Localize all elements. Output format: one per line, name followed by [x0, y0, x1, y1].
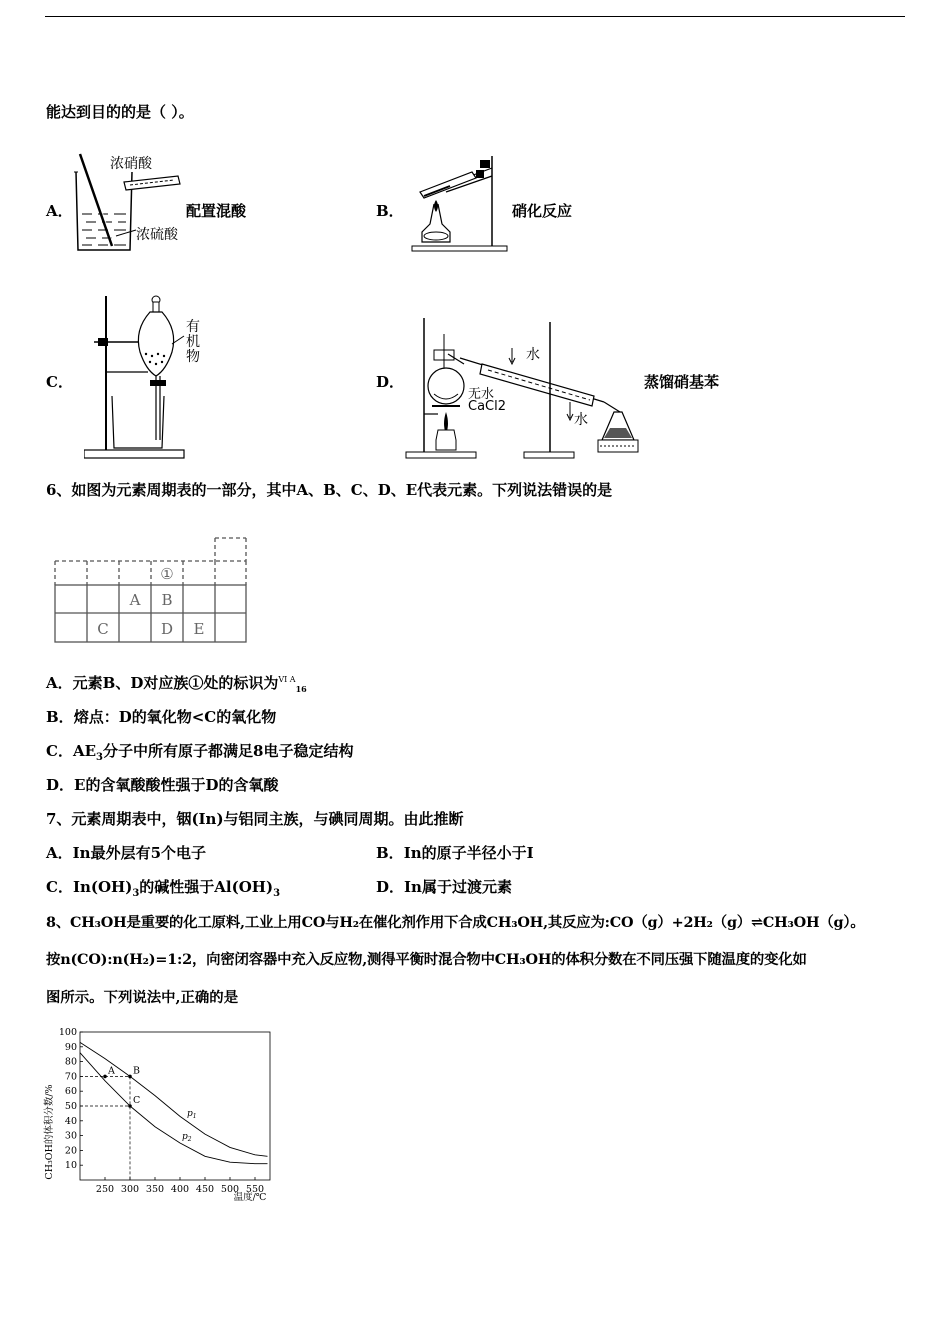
q5-option-b-caption: 硝化反应 — [512, 202, 573, 220]
q7-option-d[interactable] — [376, 876, 512, 897]
y-tick-label: 70 — [64, 1071, 77, 1083]
q7-c-sub: 3 — [132, 888, 140, 899]
periodic-table-fragment — [50, 534, 250, 646]
label-water-in: 水 — [526, 347, 540, 363]
pt-cell-D: D — [160, 620, 174, 638]
q6-d-letter: D． — [46, 776, 75, 794]
q6-d-text: E的含氧酸酸性强于D的含氧酸 — [74, 776, 279, 794]
nitration-figure — [400, 146, 520, 256]
series-label-p1: $p_1$ — [187, 1108, 197, 1120]
q6-option-c[interactable] — [46, 740, 353, 763]
point-label-B: B — [133, 1065, 140, 1077]
series-label-p2: $p_2$ — [182, 1132, 192, 1143]
y-tick-label: 100 — [58, 1027, 77, 1038]
q5-option-c-letter[interactable]: C． — [46, 373, 73, 391]
label-anhydrous: 无水 — [468, 387, 495, 402]
q5-option-b-letter[interactable]: B． — [376, 202, 404, 220]
q6-b-text: 熔点：D的氧化物<C的氧化物 — [73, 708, 277, 726]
q7-option-a[interactable] — [46, 842, 206, 863]
q7-b-letter: B． — [376, 844, 404, 862]
point-B — [128, 1075, 132, 1079]
q7-a-text: In最外层有5个电子 — [72, 844, 207, 862]
y-tick-label: 20 — [64, 1145, 77, 1157]
q6-a-letter: A． — [46, 674, 73, 692]
label-water-out: 水 — [574, 412, 588, 428]
label-sulfuric-acid: 浓硫酸 — [136, 227, 178, 243]
pt-cell-C: C — [97, 620, 109, 638]
separatory-funnel-figure — [84, 290, 194, 462]
y-tick-label: 60 — [64, 1086, 77, 1098]
x-tick-label: 250 — [95, 1184, 115, 1195]
pt-cell-A: A — [129, 591, 141, 609]
q7-d-text: In属于过渡元素 — [404, 878, 512, 896]
q6-stem: 6、如图为元素周期表的一部分，其中A、B、C、D、E代表元素。下列说法错误的是 — [46, 481, 613, 499]
x-axis-label: 温度/℃ — [233, 1192, 267, 1203]
point-label-C: C — [133, 1095, 141, 1106]
point-label-A: A — [108, 1065, 115, 1077]
q8-line-2: 按n(CO):n(H₂)=1:2，向密闭容器中充入反应物,测得平衡时混合物中CH₃OH的体积分数在不同压强下随温度的变化如 — [46, 951, 807, 968]
q7-option-c[interactable] — [46, 876, 280, 899]
q5-option-a-letter[interactable]: A． — [46, 202, 73, 220]
q7-a-letter: A． — [46, 844, 73, 862]
label-organic-3: 物 — [186, 349, 200, 365]
q6-option-d[interactable] — [46, 774, 278, 795]
x-tick-label: 400 — [170, 1184, 190, 1195]
q6-c-letter: C． — [46, 742, 73, 760]
y-tick-label: 90 — [64, 1041, 77, 1053]
q8-line-3: 图所示。下列说法中,正确的是 — [46, 989, 239, 1006]
pt-mark-1: ① — [160, 565, 174, 583]
methanol-chart — [40, 1024, 280, 1214]
q6-b-letter: B． — [46, 708, 74, 726]
x-tick-label: 450 — [195, 1184, 215, 1195]
label-organic-matter — [186, 320, 200, 365]
q7-option-b[interactable] — [376, 842, 534, 863]
point-A — [103, 1075, 107, 1079]
q5-option-d-caption: 蒸馏硝基苯 — [644, 373, 720, 391]
x-tick-label: 500 — [220, 1184, 240, 1195]
q8-line-1: 8、CH₃OH是重要的化工原料,工业上用CO与H₂在催化剂作用下合成CH₃OH,其反应为:CO（g）+2H₂（g）⇌CH₃OH（g）。 — [46, 914, 865, 931]
q6-a-sub: 16 — [295, 684, 307, 694]
pt-cell-B: B — [161, 591, 173, 609]
y-axis-label: CH₃OH的体积分数/% — [44, 1084, 55, 1180]
q6-option-b[interactable] — [46, 706, 276, 727]
label-nitric-acid: 浓硝酸 — [110, 156, 152, 172]
q5-stem: 能达到目的的是（ ）。 — [46, 103, 194, 121]
x-tick-label: 350 — [145, 1184, 165, 1195]
y-tick-label: 10 — [64, 1160, 77, 1172]
label-organic-1: 有 — [186, 319, 200, 335]
y-tick-label: 80 — [64, 1056, 77, 1068]
q6-option-a[interactable] — [46, 672, 307, 694]
x-tick-label: 300 — [120, 1184, 140, 1195]
q5-option-a-caption: 配置混酸 — [186, 202, 247, 220]
pt-cell-E: E — [193, 620, 205, 638]
label-cacl2: CaCl2 — [468, 399, 507, 414]
q5-option-d-letter[interactable]: D． — [376, 373, 405, 391]
q7-c-sub2: 3 — [273, 888, 281, 899]
header-rule — [45, 16, 905, 17]
x-tick-label: 550 — [245, 1184, 265, 1195]
plot-frame — [80, 1032, 270, 1180]
y-tick-label: 40 — [64, 1115, 77, 1127]
q7-stem: 7、元素周期表中，铟(In)与铝同主族，与碘同周期。由此推断 — [46, 810, 464, 828]
q6-a-text: 元素B、D对应族①处的标识为 — [72, 674, 279, 692]
q7-b-text: In的原子半径小于I — [403, 844, 534, 862]
y-tick-label: 50 — [64, 1101, 77, 1112]
q6-c-text: AE — [72, 742, 97, 760]
distillation-figure — [404, 314, 644, 460]
q7-d-letter: D． — [376, 878, 405, 896]
q7-c-text: In(OH) — [72, 878, 133, 896]
q6-a-sup: VI A — [278, 675, 296, 684]
q6-c-sub: 3 — [96, 752, 103, 763]
q6-c-text2: 分子中所有原子都满足8电子稳定结构 — [103, 742, 354, 760]
label-organic-2: 机 — [186, 334, 200, 350]
point-C — [128, 1104, 132, 1108]
q7-c-letter: C． — [46, 878, 73, 896]
y-tick-label: 30 — [64, 1130, 77, 1142]
q7-c-text2: 的碱性强于Al(OH) — [139, 878, 274, 896]
